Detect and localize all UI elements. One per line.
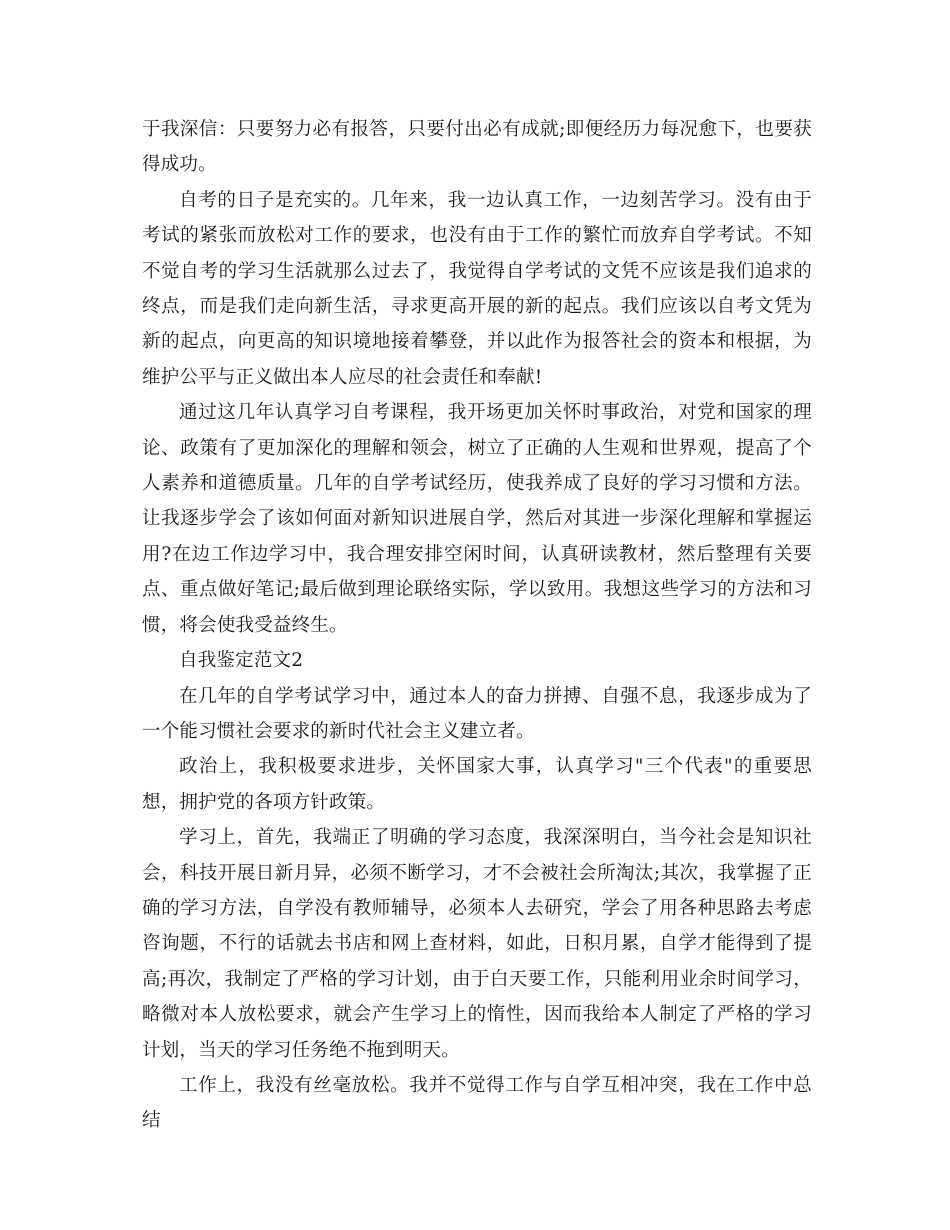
paragraph-study-gains: 通过这几年认真学习自考课程，我开场更加关怀时事政治，对党和国家的理论、政策有了更加深化的理解和领会，树立了正确的人生观和世界观，提高了个人素养和道德质量。几年的自学考试经历，使我养成了良好的学习习惯和方法。让我逐步学会了该如何面对新知识进展自学，然后对其进一步深化理解和掌握运用?在边工作边学习中，我合理安排空闲时间，认真研读教材，然后整理有关要点、重点做好笔记;最后做到理论联络实际，学以致用。我想这些学习的方法和习惯，将会使我受益终生。 xyxy=(142,402,812,636)
section-heading: 自我鉴定范文2 xyxy=(179,650,304,672)
paragraph-work: 工作上，我没有丝毫放松。我并不觉得工作与自学互相冲突，我在工作中总结 xyxy=(142,1074,812,1132)
paragraph-study: 学习上，首先，我端正了明确的学习态度，我深深明白，当今社会是知识社会，科技开展日新月异，必须不断学习，才不会被社会所淘汰;其次，我掌握了正确的学习方法，自学没有教师辅导，必须本人去研究，学会了用各种思路去考虑咨询题，不行的话就去书店和网上查材料，如此，日积月累，自学才能得到了提高;再次，我制定了严格的学习计划，由于白天要工作，只能利用业余时间学习，略微对本人放松要求，就会产生学习上的惰性，因而我给本人制定了严格的学习计划，当天的学习任务绝不拖到明天。 xyxy=(142,827,812,1061)
paragraph-self-study-days: 自考的日子是充实的。几年来，我一边认真工作，一边刻苦学习。没有由于考试的紧张而放松对工作的要求，也没有由于工作的繁忙而放弃自学考试。不知不觉自考的学习生活就那么过去了，我觉得自学考试的文凭不应该是我们追求的终点，而是我们走向新生活，寻求更高开展的新的起点。我们应该以自考文凭为新的起点，向更高的知识境地接着攀登，并以此作为报答社会的资本和根据，为维护公平与正义做出本人应尽的社会责任和奉献! xyxy=(142,189,812,388)
document-body xyxy=(142,112,812,1139)
paragraph-continued: 于我深信：只要努力必有报答，只要付出必有成就;即便经历力每况愈下，也要获得成功。 xyxy=(142,119,812,176)
paragraph-intro: 在几年的自学考试学习中，通过本人的奋力拼搏、自强不息，我逐步成为了一个能习惯社会要求的新时代社会主义建立者。 xyxy=(142,685,812,742)
paragraph-politics: 政治上，我积极要求进步，关怀国家大事，认真学习"三个代表"的重要思想，拥护党的各项方针政策。 xyxy=(142,756,812,813)
